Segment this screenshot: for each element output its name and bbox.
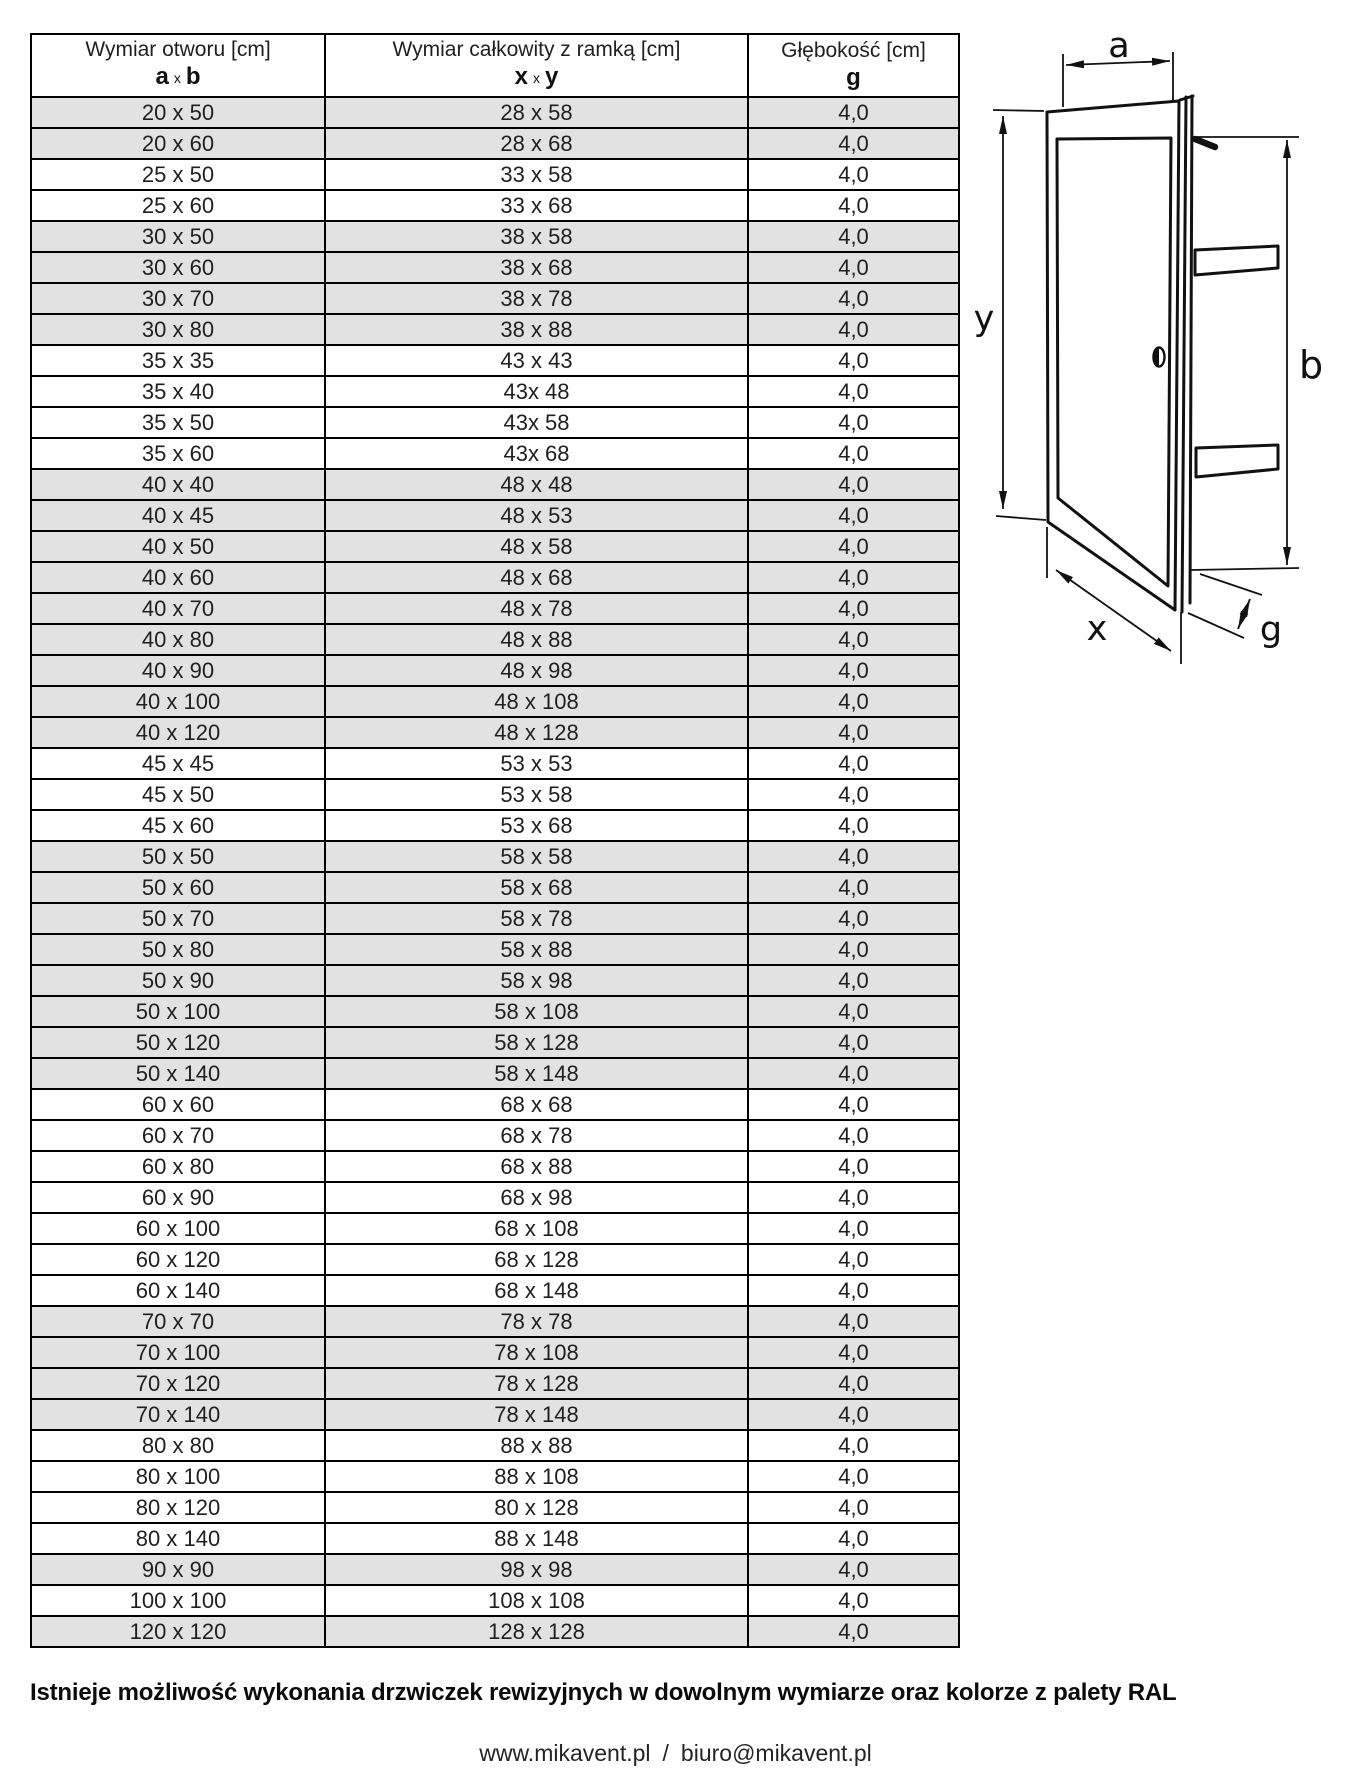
cell-otwor: 35 x 60: [31, 438, 325, 469]
dim-y-tick-bottom: [996, 516, 1046, 520]
table-row: [31, 810, 959, 841]
dimension-g: [1188, 574, 1262, 638]
cell-calkowity: 58 x 88: [325, 934, 748, 965]
mounting-brackets: [1195, 246, 1278, 477]
table-row: [31, 717, 959, 748]
cell-glebokosc: 4,0: [748, 748, 959, 779]
table-row: [31, 345, 959, 376]
cell-calkowity: 48 x 98: [325, 655, 748, 686]
email-link[interactable]: biuro@mikavent.pl: [680, 1740, 872, 1766]
cell-glebokosc: 4,0: [748, 1585, 959, 1616]
table-header: [31, 34, 959, 97]
frame-front-edge: [1182, 97, 1186, 612]
cell-calkowity: 58 x 58: [325, 841, 748, 872]
cell-glebokosc: 4,0: [748, 221, 959, 252]
cell-otwor: 40 x 40: [31, 469, 325, 500]
cell-glebokosc: 4,0: [748, 934, 959, 965]
cell-glebokosc: 4,0: [748, 1523, 959, 1554]
cell-calkowity: 88 x 108: [325, 1461, 748, 1492]
cell-otwor: 120 x 120: [31, 1616, 325, 1647]
dim-b-tick-bottom: [1191, 568, 1299, 570]
cell-calkowity: 28 x 68: [325, 128, 748, 159]
table-row: [31, 903, 959, 934]
cell-calkowity: 43x 58: [325, 407, 748, 438]
dimensions-table: [30, 33, 960, 1648]
table-row: [31, 1151, 959, 1182]
table-row: [31, 748, 959, 779]
dim-label-g: g: [1259, 610, 1283, 650]
cell-calkowity: 68 x 98: [325, 1182, 748, 1213]
dim-label-y: y: [973, 299, 995, 339]
cell-glebokosc: 4,0: [748, 1616, 959, 1647]
table-row: [31, 1306, 959, 1337]
cell-calkowity: 38 x 88: [325, 314, 748, 345]
cell-otwor: 40 x 70: [31, 593, 325, 624]
cell-otwor: 70 x 120: [31, 1368, 325, 1399]
cell-glebokosc: 4,0: [748, 376, 959, 407]
mounting-bracket-upper: [1195, 246, 1278, 275]
column-subtitle: xx y: [514, 63, 559, 90]
cell-otwor: 50 x 90: [31, 965, 325, 996]
cell-otwor: 60 x 90: [31, 1182, 325, 1213]
table-row: [31, 190, 959, 221]
cell-glebokosc: 4,0: [748, 686, 959, 717]
cell-otwor: 70 x 70: [31, 1306, 325, 1337]
cell-glebokosc: 4,0: [748, 190, 959, 221]
cell-calkowity: 38 x 78: [325, 283, 748, 314]
table-row: [31, 1027, 959, 1058]
cell-glebokosc: 4,0: [748, 1275, 959, 1306]
cell-otwor: 40 x 100: [31, 686, 325, 717]
cell-calkowity: 58 x 108: [325, 996, 748, 1027]
table-row: [31, 1120, 959, 1151]
footer-contact: [0, 1740, 1351, 1767]
table-row: [31, 438, 959, 469]
cell-otwor: 40 x 50: [31, 531, 325, 562]
cell-otwor: 40 x 60: [31, 562, 325, 593]
table-row: [31, 1182, 959, 1213]
cell-calkowity: 68 x 78: [325, 1120, 748, 1151]
column-header-calkowity: [325, 34, 748, 97]
cell-otwor: 50 x 70: [31, 903, 325, 934]
cell-glebokosc: 4,0: [748, 593, 959, 624]
mounting-clip-top: [1195, 139, 1215, 147]
cell-glebokosc: 4,0: [748, 1306, 959, 1337]
cell-calkowity: 48 x 88: [325, 624, 748, 655]
table-row: [31, 1430, 959, 1461]
cell-calkowity: 68 x 128: [325, 1244, 748, 1275]
cell-glebokosc: 4,0: [748, 1151, 959, 1182]
cell-calkowity: 68 x 68: [325, 1089, 748, 1120]
cell-calkowity: 108 x 108: [325, 1585, 748, 1616]
cell-glebokosc: 4,0: [748, 1120, 959, 1151]
cell-glebokosc: 4,0: [748, 469, 959, 500]
frame-back-edge: [1190, 96, 1192, 603]
table-row: [31, 1244, 959, 1275]
cell-otwor: 50 x 140: [31, 1058, 325, 1089]
cell-otwor: 20 x 60: [31, 128, 325, 159]
table-row: [31, 624, 959, 655]
cell-calkowity: 28 x 58: [325, 97, 748, 128]
cell-glebokosc: 4,0: [748, 500, 959, 531]
cell-otwor: 45 x 50: [31, 779, 325, 810]
cell-otwor: 60 x 60: [31, 1089, 325, 1120]
lock-icon: [1154, 348, 1165, 367]
column-subtitle: ax b: [155, 63, 201, 90]
cell-otwor: 80 x 80: [31, 1430, 325, 1461]
dim-g-tick-lower: [1188, 613, 1244, 638]
cell-glebokosc: 4,0: [748, 1244, 959, 1275]
cell-calkowity: 33 x 58: [325, 159, 748, 190]
table-row: [31, 221, 959, 252]
cell-otwor: 80 x 100: [31, 1461, 325, 1492]
cell-otwor: 45 x 45: [31, 748, 325, 779]
cell-calkowity: 38 x 58: [325, 221, 748, 252]
cell-glebokosc: 4,0: [748, 810, 959, 841]
frame-profile: [1180, 96, 1215, 612]
table-row: [31, 872, 959, 903]
table-row: [31, 1616, 959, 1647]
dim-g-arrow-line: [1238, 599, 1250, 629]
cell-calkowity: 43 x 43: [325, 345, 748, 376]
cell-calkowity: 48 x 68: [325, 562, 748, 593]
table-row: [31, 1368, 959, 1399]
cell-glebokosc: 4,0: [748, 1213, 959, 1244]
cell-glebokosc: 4,0: [748, 283, 959, 314]
cell-otwor: 80 x 140: [31, 1523, 325, 1554]
table-row: [31, 500, 959, 531]
cell-calkowity: 78 x 108: [325, 1337, 748, 1368]
dim-y-tick-top: [993, 110, 1044, 111]
table-row: [31, 407, 959, 438]
table-row: [31, 531, 959, 562]
cell-calkowity: 68 x 88: [325, 1151, 748, 1182]
technical-diagram: [855, 0, 1351, 700]
cell-otwor: 70 x 100: [31, 1337, 325, 1368]
table-body: [31, 97, 959, 1647]
dimension-x: [1047, 527, 1181, 664]
cell-otwor: 20 x 50: [31, 97, 325, 128]
cell-otwor: 30 x 80: [31, 314, 325, 345]
cell-otwor: 100 x 100: [31, 1585, 325, 1616]
cell-calkowity: 68 x 148: [325, 1275, 748, 1306]
cell-calkowity: 53 x 58: [325, 779, 748, 810]
cell-otwor: 50 x 50: [31, 841, 325, 872]
cell-glebokosc: 4,0: [748, 717, 959, 748]
table-row: [31, 965, 959, 996]
column-title: Wymiar otworu [cm]: [85, 38, 271, 61]
cell-glebokosc: 4,0: [748, 407, 959, 438]
cell-calkowity: 78 x 78: [325, 1306, 748, 1337]
mounting-bracket-lower: [1196, 445, 1278, 477]
cell-calkowity: 78 x 148: [325, 1399, 748, 1430]
cell-glebokosc: 4,0: [748, 779, 959, 810]
cell-calkowity: 48 x 128: [325, 717, 748, 748]
cell-calkowity: 48 x 48: [325, 469, 748, 500]
cell-glebokosc: 4,0: [748, 1182, 959, 1213]
table-row: [31, 841, 959, 872]
cell-otwor: 35 x 35: [31, 345, 325, 376]
column-title: Wymiar całkowity z ramką [cm]: [392, 38, 681, 61]
cell-otwor: 50 x 60: [31, 872, 325, 903]
cell-glebokosc: 4,0: [748, 655, 959, 686]
cell-glebokosc: 4,0: [748, 872, 959, 903]
cell-glebokosc: 4,0: [748, 252, 959, 283]
cell-otwor: 25 x 60: [31, 190, 325, 221]
cell-glebokosc: 4,0: [748, 1461, 959, 1492]
table-row: [31, 376, 959, 407]
cell-otwor: 80 x 120: [31, 1492, 325, 1523]
cell-calkowity: 128 x 128: [325, 1616, 748, 1647]
cell-calkowity: 48 x 53: [325, 500, 748, 531]
table-row: [31, 314, 959, 345]
cell-calkowity: 58 x 128: [325, 1027, 748, 1058]
table-row: [31, 934, 959, 965]
table-row: [31, 1399, 959, 1430]
cell-otwor: 60 x 100: [31, 1213, 325, 1244]
table-row: [31, 1585, 959, 1616]
cell-otwor: 60 x 70: [31, 1120, 325, 1151]
table-row: [31, 469, 959, 500]
dim-label-a: a: [1108, 26, 1130, 66]
cell-calkowity: 58 x 78: [325, 903, 748, 934]
cell-glebokosc: 4,0: [748, 97, 959, 128]
cell-calkowity: 53 x 53: [325, 748, 748, 779]
cell-glebokosc: 4,0: [748, 1337, 959, 1368]
column-title: Głębokość [cm]: [781, 38, 926, 62]
cell-otwor: 30 x 50: [31, 221, 325, 252]
table-row: [31, 593, 959, 624]
cell-calkowity: 58 x 98: [325, 965, 748, 996]
cell-otwor: 50 x 100: [31, 996, 325, 1027]
cell-otwor: 40 x 80: [31, 624, 325, 655]
table-row: [31, 562, 959, 593]
footer-note: Istnieje możliwość wykonania drzwiczek rewizyjnych w dowolnym wymiarze oraz kolorze z palety RAL: [30, 1679, 1177, 1706]
cell-otwor: 50 x 120: [31, 1027, 325, 1058]
cell-otwor: 30 x 70: [31, 283, 325, 314]
cell-glebokosc: 4,0: [748, 1089, 959, 1120]
column-subtitle: g: [846, 63, 861, 91]
cell-calkowity: 48 x 58: [325, 531, 748, 562]
cell-glebokosc: 4,0: [748, 1554, 959, 1585]
table-row: [31, 686, 959, 717]
table-row: [31, 159, 959, 190]
cell-calkowity: 68 x 108: [325, 1213, 748, 1244]
table-row: [31, 1523, 959, 1554]
cell-otwor: 40 x 45: [31, 500, 325, 531]
cell-glebokosc: 4,0: [748, 1430, 959, 1461]
dim-label-x: x: [1086, 609, 1108, 649]
dimension-y: [993, 110, 1046, 520]
cell-glebokosc: 4,0: [748, 1492, 959, 1523]
table-row: [31, 779, 959, 810]
cell-calkowity: 88 x 148: [325, 1523, 748, 1554]
cell-calkowity: 98 x 98: [325, 1554, 748, 1585]
cell-glebokosc: 4,0: [748, 1027, 959, 1058]
cell-otwor: 40 x 90: [31, 655, 325, 686]
cell-glebokosc: 4,0: [748, 128, 959, 159]
cell-calkowity: 33 x 68: [325, 190, 748, 221]
cell-otwor: 30 x 60: [31, 252, 325, 283]
table-row: [31, 1058, 959, 1089]
cell-calkowity: 78 x 128: [325, 1368, 748, 1399]
table-row: [31, 1213, 959, 1244]
cell-glebokosc: 4,0: [748, 438, 959, 469]
table-row: [31, 996, 959, 1027]
cell-calkowity: 48 x 108: [325, 686, 748, 717]
cell-calkowity: 48 x 78: [325, 593, 748, 624]
table-row: [31, 1492, 959, 1523]
table-row: [31, 1089, 959, 1120]
cell-calkowity: 38 x 68: [325, 252, 748, 283]
cell-calkowity: 58 x 68: [325, 872, 748, 903]
cell-glebokosc: 4,0: [748, 314, 959, 345]
cell-glebokosc: 4,0: [748, 965, 959, 996]
cell-calkowity: 88 x 88: [325, 1430, 748, 1461]
table-row: [31, 1461, 959, 1492]
cell-otwor: 60 x 120: [31, 1244, 325, 1275]
cell-otwor: 45 x 60: [31, 810, 325, 841]
cell-glebokosc: 4,0: [748, 345, 959, 376]
table-row: [31, 655, 959, 686]
dim-label-b: b: [1298, 343, 1324, 387]
dim-x-arrow-line: [1056, 570, 1171, 651]
cell-glebokosc: 4,0: [748, 159, 959, 190]
footer-separator: /: [662, 1740, 669, 1766]
cell-glebokosc: 4,0: [748, 624, 959, 655]
dimensions-table-wrap: [30, 33, 960, 1648]
cell-calkowity: 58 x 148: [325, 1058, 748, 1089]
table-row: [31, 283, 959, 314]
column-header-otwor: [31, 34, 325, 97]
table-row: [31, 128, 959, 159]
cell-otwor: 60 x 80: [31, 1151, 325, 1182]
cell-otwor: 25 x 50: [31, 159, 325, 190]
dim-g-tick-upper: [1200, 574, 1262, 595]
cell-otwor: 60 x 140: [31, 1275, 325, 1306]
cell-glebokosc: 4,0: [748, 903, 959, 934]
table-row: [31, 1275, 959, 1306]
cell-otwor: 90 x 90: [31, 1554, 325, 1585]
cell-glebokosc: 4,0: [748, 996, 959, 1027]
table-row: [31, 252, 959, 283]
dimension-b: [1191, 137, 1299, 570]
cell-otwor: 35 x 40: [31, 376, 325, 407]
table-row: [31, 1554, 959, 1585]
cell-otwor: 35 x 50: [31, 407, 325, 438]
cell-calkowity: 80 x 128: [325, 1492, 748, 1523]
cell-calkowity: 43x 48: [325, 376, 748, 407]
cell-otwor: 50 x 80: [31, 934, 325, 965]
cell-otwor: 40 x 120: [31, 717, 325, 748]
cell-glebokosc: 4,0: [748, 562, 959, 593]
website-link[interactable]: www.mikavent.pl: [479, 1740, 651, 1766]
cell-glebokosc: 4,0: [748, 1368, 959, 1399]
cell-otwor: 70 x 140: [31, 1399, 325, 1430]
cell-glebokosc: 4,0: [748, 841, 959, 872]
table-row: [31, 1337, 959, 1368]
cell-glebokosc: 4,0: [748, 531, 959, 562]
table-row: [31, 97, 959, 128]
cell-glebokosc: 4,0: [748, 1399, 959, 1430]
cell-calkowity: 43x 68: [325, 438, 748, 469]
cell-calkowity: 53 x 68: [325, 810, 748, 841]
cell-glebokosc: 4,0: [748, 1058, 959, 1089]
